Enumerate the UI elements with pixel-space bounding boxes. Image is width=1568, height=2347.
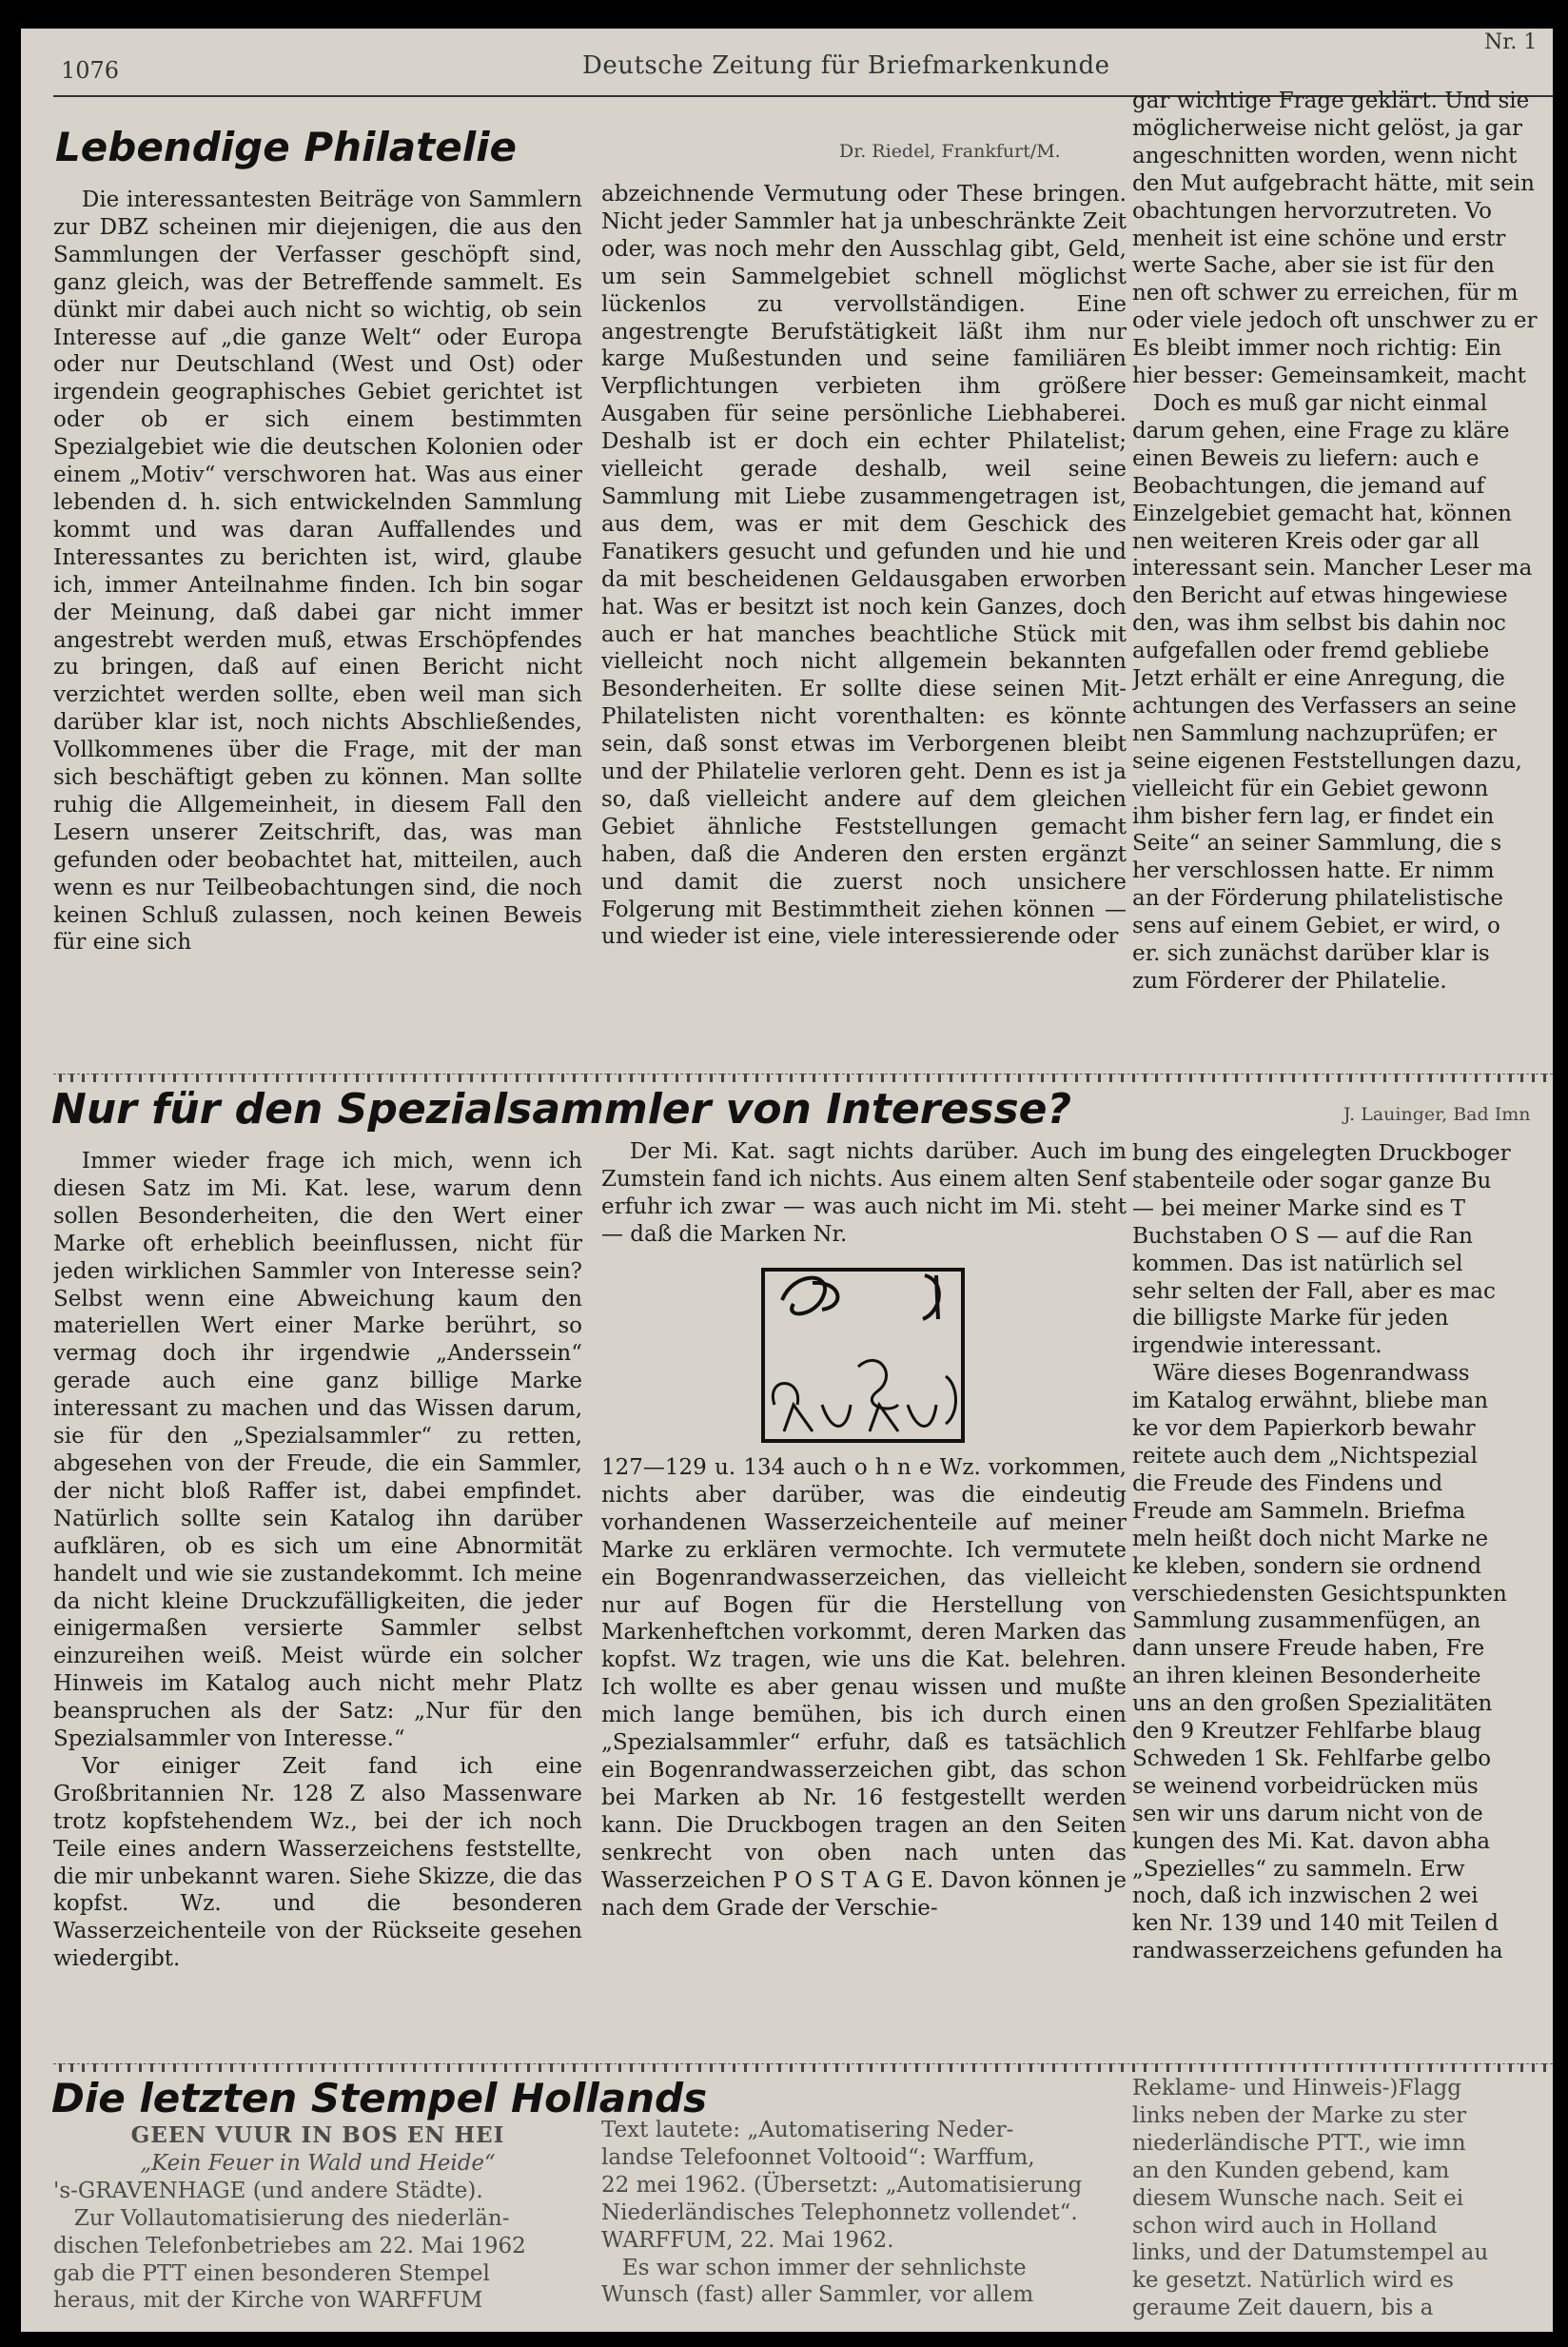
text-line: irgendwie interessant. bbox=[1132, 1333, 1382, 1359]
text-line: die billigste Marke für jeden bbox=[1132, 1306, 1449, 1331]
article1-column-2 bbox=[601, 181, 1127, 1066]
text-line: interessant sein. Mancher Leser ma bbox=[1132, 556, 1533, 582]
text-line: geraume Zeit dauern, bis a bbox=[1132, 2296, 1434, 2321]
text-line: ke kleben, sondern sie ordnend bbox=[1132, 1553, 1482, 1579]
text-line: Niederländisches Telephonnetz vollendet“. bbox=[601, 2199, 1078, 2225]
text-line: nen oft schwer zu erreichen, für m bbox=[1132, 281, 1519, 306]
text-line: bung des eingelegten Druckboger bbox=[1132, 1141, 1511, 1166]
sketch-letters-right bbox=[858, 1360, 956, 1431]
text-line: an ihren kleinen Besonderheite bbox=[1132, 1664, 1481, 1689]
journal-title: Deutsche Zeitung für Briefmarkenkunde bbox=[582, 51, 1110, 80]
article1-column-3 bbox=[1132, 88, 1553, 1068]
text-line: Sammlung zusammenfügen, an bbox=[1132, 1608, 1481, 1634]
text-line: möglicherweise nicht gelöst, ja gar bbox=[1132, 115, 1522, 141]
text-line: oder viele jedoch oft unschwer zu er bbox=[1132, 308, 1538, 334]
text-line: her verschlossen hatte. Er nimm bbox=[1132, 858, 1495, 884]
text-line: Zur Vollautomatisierung des niederlän- bbox=[53, 2205, 510, 2231]
text-line: — bei meiner Marke sind es T bbox=[1132, 1195, 1466, 1221]
text-line: noch, daß ich inzwischen 2 wei bbox=[1132, 1884, 1479, 1909]
paragraph: Die interessantesten Beiträge von Sammlern zur DBZ scheinen mir diejenigen, die aus den Sammlungen der Verfasser geschöpft sind, ganz gleich, was der Betreffende sammelt. Es dünkt mir dabei auch nicht so wichtig, ob sein Interesse auf „die ganze Welt“ oder Europa oder nur Deutschland (West und Ost) oder irgendein geographisches Gebiet gerichtet ist oder ob er sich einem bestimmten Spezialgebiet wie die deutschen Kolonien oder einem „Motiv“ verschworen hat. Was aus einer lebenden d. h. sich entwickelnden Sammlung kommt und was daran Auffallendes und Interessantes zu berichten ist, wird, glaube ich, immer Anteilnahme finden. Ich bin sogar der Meinung, daß dabei gar nicht immer angestrebt werden muß, etwas Erschöpfendes zu bringen, daß auf einen Bericht nicht verzichtet werden sollte, eben weil man sich darüber klar ist, noch nichts Abschließendes, Vollkommenes über die Frage, mit der man sich beschäftigt geben zu können. Man sollte ruhig die Allgemeinheit, in diesem Fall den Lesern unserer Zeitschrift, das, was man gefunden oder beobachtet hat, mitteilen, auch wenn es nur Teilbeobachtungen sind, die noch keinen Schluß zulassen, noch keinen Beweis für eine sich bbox=[53, 187, 582, 956]
text-line: landse Telefoonnet Voltooid“: Warffum, bbox=[601, 2144, 1035, 2170]
text-line: WARFFUM, 22. Mai 1962. bbox=[601, 2227, 894, 2253]
paragraph: Immer wieder frage ich mich, wenn ich diesen Satz im Mi. Kat. lese, warum denn sollen Besonderheiten, die den Wert einer Marke oft erheblich beeinflussen, nicht für jeden wirklichen Sammler von Interesse sein? Selbst wenn eine Abweichung kaum den materiellen Wert einer Marke berührt, so vermag doch ihr irgendwie „Anderssein“ gerade auch eine ganz billige Marke interessant zu machen und das Wissen darum, sie für den „Spezialsammler“ zu retten, abgesehen von der Freude, die ein Sammler, der nicht bloß Raffer ist, dabei empfindet. Natürlich sollte sein Katalog ihn darüber aufklären, ob es sich um eine Abnormität handelt und wie sie zustandekommt. Ich meine da nicht kleine Druckzufälligkeiten, die jeder einigermaßen versierte Sammler selbst einzureihen weiß. Meist würde ein solcher Hinweis im Katalog auch nicht mehr Platz beanspruchen als der Satz: „Nur für den Spezialsammler von Interesse.“ bbox=[53, 1149, 582, 1752]
sketch-crown-curl bbox=[782, 1278, 837, 1314]
text-line: ken Nr. 139 und 140 mit Teilen d bbox=[1132, 1911, 1499, 1937]
text-line: ke vor dem Papierkorb bewahr bbox=[1132, 1416, 1476, 1442]
text-line: gar wichtige Frage geklärt. Und sie bbox=[1132, 89, 1530, 113]
article2-column-1 bbox=[53, 1148, 582, 2056]
article3-column-1-lines bbox=[53, 2178, 582, 2316]
text-line: Es bleibt immer noch richtig: Ein bbox=[1132, 336, 1502, 362]
text-line: randwasserzeichens gefunden ha bbox=[1132, 1939, 1503, 1964]
text-line: menheit ist eine schöne und erstr bbox=[1132, 226, 1506, 251]
article2-column-3 bbox=[1132, 1140, 1553, 2054]
paragraph: 127—129 u. 134 auch o h n e Wz. vorkommen, nichts aber darüber, was die eindeutig vorhandenen Wasserzeichenteile auf meiner Marke zu erklären vermochte. Ich vermutete ein Bogenrandwasserzeichen, das vielleicht nur auf Bogen für die Herstellung von Markenheftchen vorkommt, deren Marken das kopfst. Wz tragen, wie uns die Kat. belehren. Ich wollte es aber genau wissen und mußte mich lange bemühen, bis ich durch einen „Spezialsammler“ erfuhr, daß es tatsächlich ein Bogenrandwasserzeichen gibt, das schon bei Marken ab Nr. 16 festgestellt werden kann. Die Druckbogen tragen an den Seiten senkrecht von oben nach unten das Wasserzeichen P O S T A G E. Davon können je nach dem Grade der Verschie- bbox=[601, 1455, 1127, 1921]
text-line: obachtungen hervorzutreten. Vo bbox=[1132, 198, 1492, 224]
text-line: seine eigenen Feststellungen dazu, bbox=[1132, 748, 1522, 774]
text-line: ke gesetzt. Natürlich wird es bbox=[1132, 2268, 1454, 2294]
text-line: nen weiteren Kreis oder gar all bbox=[1132, 528, 1480, 554]
text-line: Doch es muß gar nicht einmal bbox=[1132, 390, 1488, 416]
article1-title: Lebendige Philatelie bbox=[55, 124, 517, 170]
section-divider bbox=[53, 2063, 1553, 2072]
text-line: heraus, mit der Kirche von WARFFUM bbox=[53, 2288, 483, 2314]
text-line: kungen des Mi. Kat. davon abha bbox=[1132, 1828, 1491, 1854]
text-line: Schweden 1 Sk. Fehlfarbe gelbo bbox=[1132, 1745, 1492, 1771]
watermark-sketch bbox=[755, 1262, 970, 1449]
text-line: Es war schon immer der sehnlichste bbox=[601, 2255, 1027, 2280]
text-line: gab die PTT einen besonderen Stempel bbox=[53, 2260, 490, 2286]
newspaper-page bbox=[21, 29, 1553, 2332]
text-line: diesem Wunsche nach. Seit ei bbox=[1132, 2185, 1464, 2211]
text-line: im Katalog erwähnt, bliebe man bbox=[1132, 1389, 1489, 1414]
text-line: links, und der Datumstempel au bbox=[1132, 2240, 1489, 2266]
text-line: reitete auch dem „Nichtspezial bbox=[1132, 1443, 1478, 1469]
text-line: sehr selten der Fall, aber es mac bbox=[1132, 1278, 1496, 1304]
text-line: 's-GRAVENHAGE (und andere Städte). bbox=[53, 2178, 483, 2203]
text-line: sens auf einem Gebiet, er wird, o bbox=[1132, 914, 1500, 939]
article3-subhead: GEEN VUUR IN BOS EN HEI bbox=[130, 2122, 505, 2148]
text-line: hier besser: Gemeinsamkeit, macht bbox=[1132, 364, 1526, 389]
text-line: kommen. Das ist natürlich sel bbox=[1132, 1251, 1463, 1276]
text-line: „Spezielles“ zu sammeln. Erw bbox=[1132, 1856, 1465, 1882]
text-line: achtungen des Verfassers an seine bbox=[1132, 693, 1517, 719]
text-line: Wäre dieses Bogenrandwass bbox=[1132, 1361, 1470, 1387]
text-line: Buchstaben O S — auf die Ran bbox=[1132, 1223, 1473, 1249]
text-line: Freude am Sammeln. Briefma bbox=[1132, 1498, 1466, 1524]
article1-author: Dr. Riedel, Frankfurt/M. bbox=[839, 141, 1061, 162]
text-line: links neben der Marke zu ster bbox=[1132, 2102, 1467, 2128]
text-line: den 9 Kreutzer Fehlfarbe blaug bbox=[1132, 1719, 1481, 1745]
article3-column-1 bbox=[53, 2122, 582, 2332]
text-line: vielleicht für ein Gebiet gewonn bbox=[1132, 776, 1489, 801]
text-line: aufgefallen oder fremd gebliebe bbox=[1132, 639, 1490, 664]
text-line: Einzelgebiet gemacht hat, können bbox=[1132, 501, 1512, 526]
article3-subhead-translation: „Kein Feuer in Wald und Heide“ bbox=[140, 2150, 496, 2176]
paragraph: Vor einiger Zeit fand ich eine Großbritannien Nr. 128 Z also Massenware trotz kopfstehendem Wz., bei der ich noch Teile eines andern Wasserzeichens feststellte, die mir unbekannt waren. Siehe Skizze, die das kopfst. Wz. und die besonderen Wasserzeichenteile von der Rückseite gesehen wiedergibt. bbox=[53, 1753, 582, 1972]
article3-column-2 bbox=[601, 2117, 1127, 2332]
text-line: zum Förderer der Philatelie. bbox=[1132, 969, 1447, 994]
text-line: Jetzt erhält er eine Anregung, die bbox=[1132, 666, 1505, 692]
article1-column-1 bbox=[53, 187, 582, 1070]
text-line: schon wird auch in Holland bbox=[1132, 2213, 1438, 2239]
text-line: den Bericht auf etwas hingewiese bbox=[1132, 583, 1508, 609]
text-line: einen Beweis zu liefern: auch e bbox=[1132, 445, 1480, 471]
text-line: niederländische PTT., wie imn bbox=[1132, 2130, 1466, 2156]
sketch-corner-mark bbox=[923, 1275, 939, 1319]
text-line: dann unsere Freude haben, Fre bbox=[1132, 1636, 1485, 1662]
text-line: an den Kunden gebend, kam bbox=[1132, 2158, 1450, 2183]
issue-number: Nr. 1 bbox=[1484, 30, 1538, 54]
text-line: an der Förderung philatelistische bbox=[1132, 886, 1504, 912]
text-line: sen wir uns darum nicht von de bbox=[1132, 1801, 1483, 1826]
text-line: se weinend vorbeidrücken müs bbox=[1132, 1773, 1479, 1799]
text-line: den, was ihm selbst bis dahin noc bbox=[1132, 611, 1506, 637]
text-line: stabenteile oder sogar ganze Bu bbox=[1132, 1168, 1492, 1193]
page-number: 1076 bbox=[61, 57, 120, 84]
article2-column-2-top bbox=[601, 1138, 1127, 1252]
text-line: Text lautete: „Automatisering Neder- bbox=[601, 2118, 1014, 2142]
paragraph: abzeichnende Vermutung oder These bringen. Nicht jeder Sammler hat ja unbeschränkte Zeit oder, was noch mehr den Ausschlag gibt, Geld, um sein Sammelgebiet schnell möglichst lückenlos zu vervollständigen. Eine angestrengte Berufstätigkeit läßt ihm nur karge Mußestunden und seine familiären Verpflichtungen verbieten ihm größere Ausgaben für seine persönliche Liebhaberei. Deshalb ist er doch ein echter Philatelist; vielleicht gerade deshalb, weil seine Sammlung mit Liebe zusammengetragen ist, aus dem, was er mit dem Geschick des Fanatikers gesucht und gefunden und hie und da mit bescheidenen Geldausgaben erworben hat. Was er besitzt ist noch kein Ganzes, doch auch er hat manches beachtliche Stück mit vielleicht noch nicht allgemein bekannten Besonderheiten. Er sollte diese seinen Mit-Philatelisten nicht vorenthalten: es könnte sein, daß sonst etwas im Verborgenen bleibt und der Philatelie verloren geht. Denn es ist ja so, daß vielleicht andere auf dem gleichen Gebiet ähnliche Feststellungen gemacht haben, daß die Anderen den ersten ergänzt und damit die zuerst noch unsichere Folgerung mit Bestimmtheit ziehen können — und wieder ist eine, viele interessierende oder bbox=[601, 182, 1127, 950]
text-line: angeschnitten worden, wenn nicht bbox=[1132, 143, 1518, 168]
text-line: dischen Telefonbetriebes am 22. Mai 1962 bbox=[53, 2233, 526, 2258]
text-line: Reklame- und Hinweis-)Flagg bbox=[1132, 2076, 1461, 2100]
text-line: darum gehen, eine Frage zu kläre bbox=[1132, 418, 1510, 444]
article3-column-3 bbox=[1132, 2075, 1553, 2332]
text-line: Seite“ an seiner Sammlung, die s bbox=[1132, 831, 1502, 857]
text-line: verschiedensten Gesichtspunkten bbox=[1132, 1581, 1507, 1607]
article3-title: Die letzten Stempel Hollands bbox=[51, 2075, 708, 2121]
article2-column-2-bottom bbox=[601, 1454, 1127, 2056]
text-line: er. sich zunächst darüber klar is bbox=[1132, 941, 1490, 967]
text-line: nen Sammlung nachzuprüfen; er bbox=[1132, 720, 1497, 746]
text-line: meln heißt doch nicht Marke ne bbox=[1132, 1526, 1489, 1551]
text-line: ihm bisher fern lag, er findet ein bbox=[1132, 803, 1495, 829]
paragraph: Der Mi. Kat. sagt nichts darüber. Auch im Zumstein fand ich nichts. Aus einem alten Senf erfuhr ich zwar — was auch nicht im Mi. steht — daß die Marken Nr. bbox=[601, 1139, 1127, 1247]
text-line: 22 mei 1962. (Übersetzt: „Automatisierung bbox=[601, 2172, 1083, 2198]
text-line: den Mut aufgebracht hätte, mit sein bbox=[1132, 170, 1535, 196]
text-line: uns an den großen Spezialitäten bbox=[1132, 1691, 1493, 1717]
article2-title: Nur für den Spezialsammler von Interesse? bbox=[51, 1085, 1072, 1134]
text-line: die Freude des Findens und bbox=[1132, 1470, 1443, 1496]
section-divider bbox=[53, 1074, 1553, 1082]
sketch-letters-left bbox=[773, 1384, 851, 1432]
text-line: werte Sache, aber sie ist für den bbox=[1132, 253, 1495, 279]
text-line: Beobachtungen, die jemand auf bbox=[1132, 473, 1485, 499]
text-line: Wunsch (fast) aller Sammler, vor allem bbox=[601, 2282, 1034, 2308]
article2-author: J. Lauinger, Bad Imn bbox=[1343, 1104, 1531, 1125]
